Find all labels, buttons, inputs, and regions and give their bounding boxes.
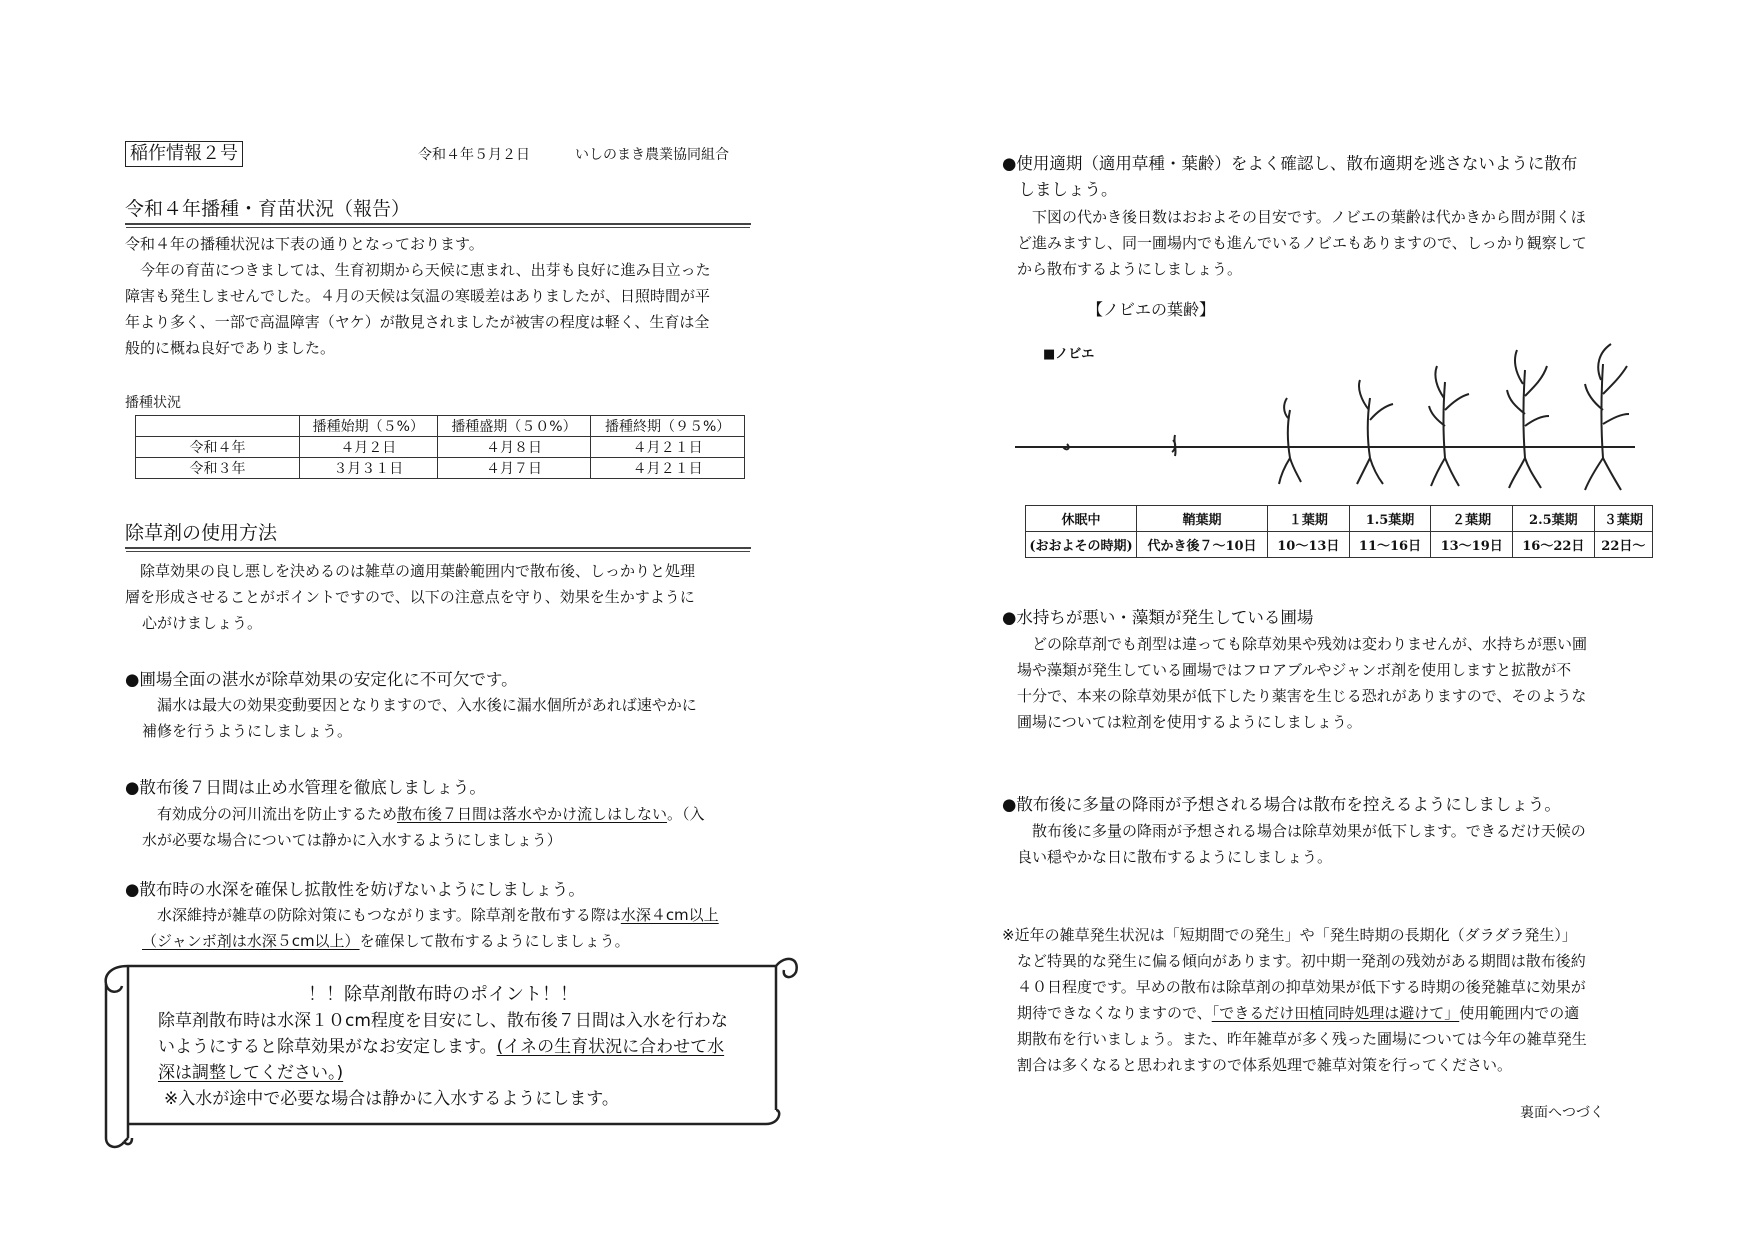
table-row: 令和４年 ４月２日 ４月８日 ４月２１日 (136, 437, 745, 458)
sowing-table (135, 415, 745, 479)
point3-title: ●散布時の水深を確保し拡散性を妨げないようにしましょう。 (125, 880, 585, 899)
timing-row: (おおよその時期) 代かき後７〜10日 10〜13日 11〜16日 13〜19日 16〜22日 22日〜 (1026, 532, 1653, 558)
section-title-herbicide: 除草剤の使用方法 (125, 518, 751, 549)
barnyard-grass-illustration (1015, 340, 1635, 500)
weed-note: ※近年の雑草発生状況は「短期間での発生」や「発生時期の長期化（ダラダラ発生）」 など特異的な発生に偏る傾向があります。初中期一発剤の残効がある期間は散布後約 ４０日程度です。早めの散布は除草剤の抑草効果が低下する時期の後発雑草に効果が 期待できなくなりますので、「できるだけ田植同時処理は避けて」使用範囲内での適 期散布を行いましょう。また、昨年雑草が多く残った圃場については今年の雑草発生 割合は多くなると思われますので体系処理で雑草対策を行ってください。 (1002, 926, 1587, 1074)
scroll-body: 除草剤散布時は水深１０cm程度を目安にし、散布後７日間は入水を行わな いようにすると除草効果がなお安定します。(イネの生育状況に合わせて水 深は調整してください。) ※入水が途中で必要な場合は静かに入水するようにします。 (158, 1011, 728, 1109)
right-point3-body: 散布後に多量の降雨が予想される場合は除草効果が低下します。できるだけ天候の 良い穏やかな日に散布するようにしましょう。 (1017, 822, 1586, 866)
right-point2-body: どの除草剤でも剤型は違っても除草効果や残効は変わりませんが、水持ちが悪い圃 場や藻類が発生している圃場ではフロアブルやジャンボ剤を使用しますと拡散が不 十分で、本来の除草効果が低下したり薬害を生じる恐れがありますので、そのような 圃場については粒剤を使用するようにしましょう。 (1017, 635, 1588, 731)
point2-title: ●散布後７日間は止め水管理を徹底しましょう。 (125, 778, 486, 797)
right-point1-title: ●使用適期（適用草種・葉齢）をよく確認し、散布適期を逃さないように散布 しましょう。 (1002, 154, 1578, 199)
scroll-title: ！！除草剤散布時のポイント！！ (308, 984, 578, 1005)
issue-badge: 稲作情報２号 (125, 141, 243, 167)
right-point2-title: ●水持ちが悪い・藻類が発生している圃場 (1002, 608, 1314, 627)
point3-body: 水深維持が雑草の防除対策にもつながります。除草剤を散布する際は水深４cm以上 （ジャンボ剤は水深５cm以上）を確保して散布するようにしましょう。 (142, 906, 719, 950)
table-row: 令和３年 ３月３１日 ４月７日 ４月２１日 (136, 458, 745, 479)
point2-body: 有効成分の河川流出を防止するため散布後７日間は落水やかけ流しはしない。（入 水が必要な場合については静かに入水するようにしましょう） (142, 805, 705, 849)
issue-date: 令和４年５月２日 (418, 147, 530, 163)
sowing-paragraph: 令和４年の播種状況は下表の通りとなっております。 今年の育苗につきましては、生育初期から天候に恵まれ、出芽も良好に進み目立った 障害も発生しませんでした。４月の天候は気温の寒暖差はありましたが、日照時間が平 年より多く、一部で高温障害（ヤケ）が散見されましたが被害の程度は軽く、生育は全 般的に概ね良好でありました。 (125, 235, 711, 357)
table-header-row: 播種始期（５%） 播種盛期（５０%） 播種終期（９５%） (136, 416, 745, 437)
growth-stage-table (1025, 505, 1653, 558)
organization: いしのまき農業協同組合 (575, 147, 729, 163)
right-point3-title: ●散布後に多量の降雨が予想される場合は散布を控えるようにしましょう。 (1002, 795, 1561, 814)
figure-title: 【ノビエの葉齢】 (1087, 300, 1216, 319)
continued-note: 裏面へつづく (1520, 1105, 1604, 1121)
section-title-sowing: 令和４年播種・育苗状況（報告） (125, 194, 751, 225)
point1-title: ●圃場全面の湛水が除草効果の安定化に不可欠です。 (125, 670, 518, 689)
herbicide-intro: 除草効果の良し悪しを決めるのは雑草の適用葉齢範囲内で散布後、しっかりと処理 層を形成させることがポイントですので、以下の注意点を守り、効果を生かすように 心がけましょう。 (125, 562, 696, 632)
point1-body: 漏水は最大の効果変動要因となりますので、入水後に漏水個所があれば速やかに 補修を行うようにしましょう。 (142, 696, 697, 740)
figure-legend: ■ノビエ (1043, 347, 1095, 362)
stage-row: 休眠中 鞘葉期 １葉期 1.5葉期 ２葉期 2.5葉期 ３葉期 (1026, 506, 1653, 532)
right-point1-body: 下図の代かき後日数はおおよその目安です。ノビエの葉齢は代かきから間が開くほ ど進みますし、同一圃場内でも進んでいるノビエもありますので、しっかり観察して から散布するようにしましょう。 (1017, 208, 1587, 278)
table-caption: 播種状況 (125, 395, 181, 411)
